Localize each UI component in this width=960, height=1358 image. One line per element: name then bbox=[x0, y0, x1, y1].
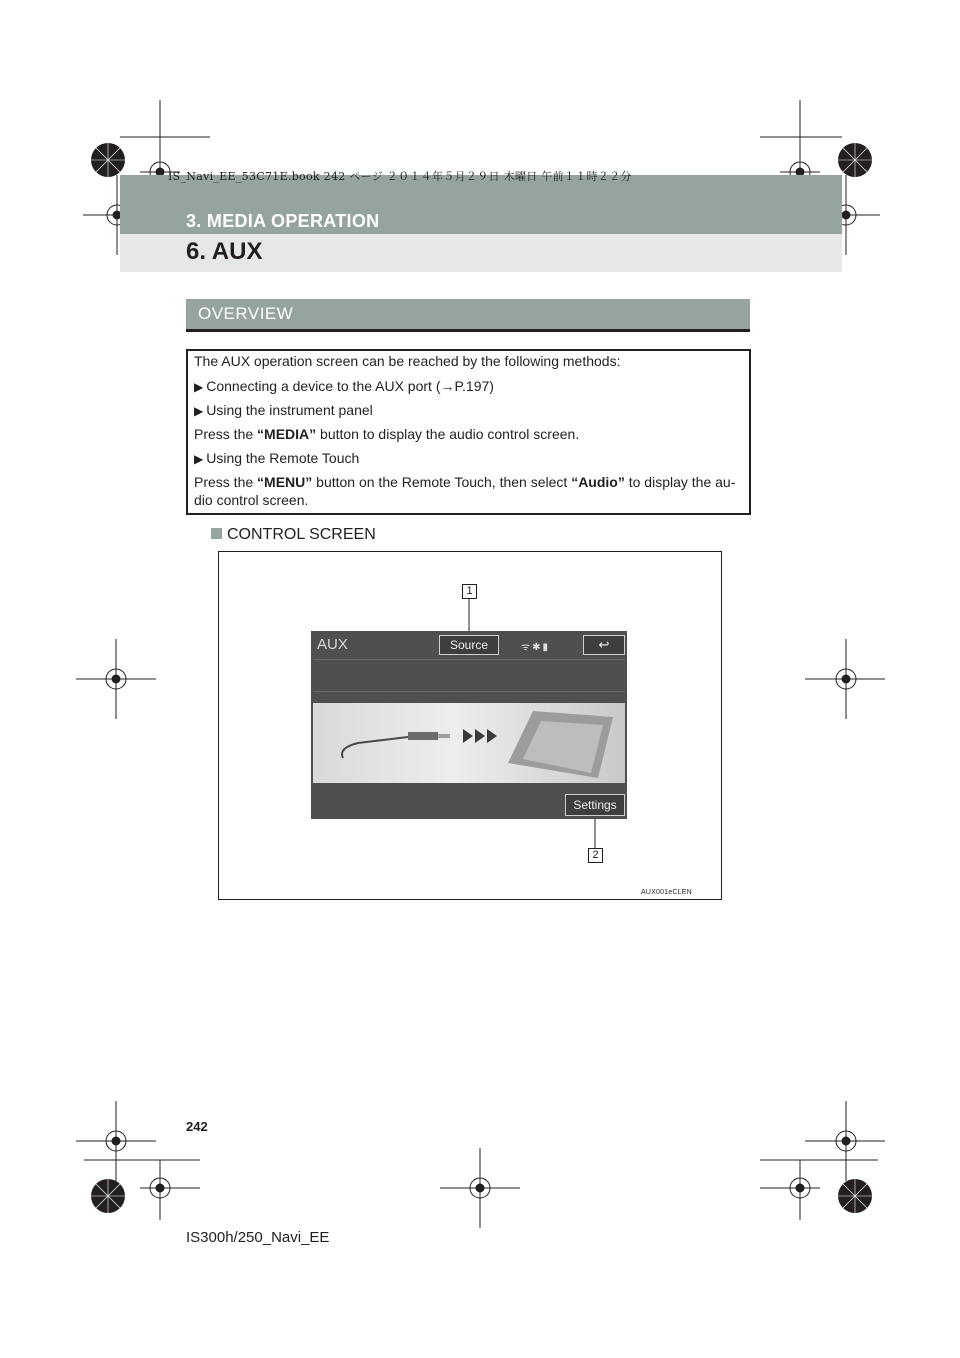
source-button[interactable]: Source bbox=[439, 635, 499, 655]
chapter-title: 6. AUX bbox=[186, 238, 263, 265]
method-item-aux-port bbox=[194, 378, 494, 394]
desc-text: button on the Remote Touch, then select bbox=[312, 474, 572, 490]
method-text: Using the instrument panel bbox=[206, 402, 373, 418]
aux-connection-illustration bbox=[313, 703, 625, 783]
aux-screen bbox=[311, 631, 627, 819]
method-text: Using the Remote Touch bbox=[206, 450, 360, 466]
method-desc-remote-touch-cont: dio control screen. bbox=[194, 492, 309, 508]
callout-1: 1 bbox=[462, 584, 477, 599]
overview-label: OVERVIEW bbox=[198, 304, 294, 323]
page-number: 242 bbox=[186, 1119, 208, 1134]
desc-text: Press the bbox=[194, 426, 258, 442]
callout-2: 2 bbox=[588, 848, 603, 863]
print-info: IS_Navi_EE_53C71E.book 242 ページ ２０１４年５月２９日 木曜日 午前１１時２２分 bbox=[168, 170, 632, 183]
separator bbox=[313, 659, 625, 660]
desc-text: button to display the audio control screen. bbox=[316, 426, 580, 442]
method-text: Connecting a device to the AUX port ( bbox=[206, 378, 441, 394]
control-screen-heading bbox=[211, 526, 376, 544]
audio-button-label: “Audio” bbox=[571, 474, 625, 490]
overview-bar bbox=[186, 299, 750, 332]
desc-text: to display the au- bbox=[624, 474, 736, 490]
overview-intro: The AUX operation screen can be reached by the following methods: bbox=[194, 353, 621, 369]
page-reference-link[interactable]: P.197) bbox=[454, 378, 494, 394]
figure-code: AUX001eCLEN bbox=[641, 889, 692, 896]
square-bullet-icon bbox=[211, 528, 222, 539]
separator bbox=[313, 691, 625, 692]
method-item-remote-touch bbox=[194, 450, 359, 466]
control-screen-heading-text: CONTROL SCREEN bbox=[227, 526, 376, 543]
triangle-bullet-icon: ▶ bbox=[194, 380, 204, 394]
control-screen-figure bbox=[218, 551, 722, 900]
settings-button[interactable]: Settings bbox=[565, 794, 625, 816]
triangle-bullet-icon: ▶ bbox=[194, 404, 204, 418]
section-title: 3. MEDIA OPERATION bbox=[186, 211, 380, 231]
back-button[interactable]: ↩ bbox=[583, 635, 625, 655]
arrow-icon: → bbox=[440, 378, 455, 394]
status-icons: ᯤ✱▮ bbox=[521, 642, 551, 653]
model-footer: IS300h/250_Navi_EE bbox=[186, 1229, 330, 1246]
method-desc-remote-touch bbox=[194, 474, 735, 490]
aux-screen-title: AUX bbox=[317, 636, 348, 653]
overview-box bbox=[186, 349, 751, 515]
method-desc-instrument-panel bbox=[194, 426, 579, 442]
media-button-label: “MEDIA” bbox=[257, 426, 317, 442]
triangle-bullet-icon: ▶ bbox=[194, 452, 204, 466]
desc-text: Press the bbox=[194, 474, 258, 490]
menu-button-label: “MENU” bbox=[257, 474, 313, 490]
aux-cable-icon bbox=[313, 703, 625, 783]
method-item-instrument-panel bbox=[194, 402, 373, 418]
